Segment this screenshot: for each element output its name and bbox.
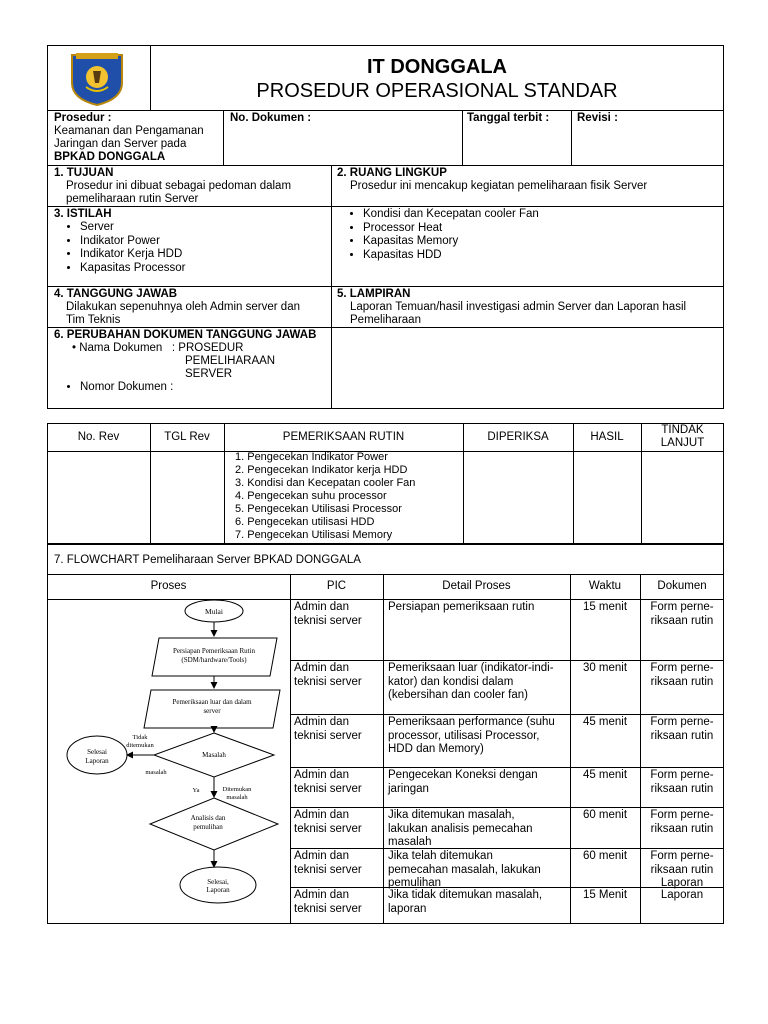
ruang-line-1: Prosedur ini mencakup kegiatan pemeliharaan fisik Server (350, 180, 648, 192)
svg-text:Persiapan Pemeriksaan Rutin: Persiapan Pemeriksaan Rutin (172, 647, 256, 655)
detail-cell: Jika ditemukan masalah, (388, 809, 515, 821)
masalah-decision (154, 733, 274, 777)
document-title: IT DONGGALA (367, 56, 507, 78)
rev-items (235, 451, 463, 542)
tujuan-heading: 1. TUJUAN (54, 167, 114, 179)
dokumen-cell: Form perne- (650, 809, 714, 821)
detail-cell: pemulihan (388, 877, 442, 889)
svg-text:Pemeriksaan luar dan dalam: Pemeriksaan luar dan dalam (172, 698, 252, 706)
waktu-cell: 45 menit (582, 716, 628, 728)
istilah-list (54, 221, 324, 275)
list-item: • Indikator Kerja HDD (80, 248, 324, 262)
start-terminal (185, 600, 243, 622)
rev-header-tindak-1: TINDAK (661, 424, 704, 436)
tujuan-line-1: Prosedur ini dibuat sebagai pedoman dalam (66, 180, 292, 192)
list-item: 1. Pengecekan Indikator Power (235, 451, 388, 463)
svg-text:Analisis dan: Analisis dan (190, 814, 226, 822)
persiapan-process (152, 638, 277, 676)
pic-cell: Admin dan (294, 662, 349, 674)
rev-header-tindak-2: LANJUT (660, 437, 705, 449)
fc-header-waktu: Waktu (588, 580, 622, 592)
pemeriksaan-process (144, 690, 280, 728)
detail-cell: Jika tidak ditemukan masalah, (388, 889, 543, 901)
svg-text:Tidak: Tidak (132, 734, 148, 741)
detail-cell: HDD dan Memory) (388, 743, 484, 755)
rev-header-diperiksa: DIPERIKSA (487, 431, 549, 443)
detail-cell: jaringan (388, 782, 429, 795)
prosedur-org: BPKAD DONGGALA (54, 151, 166, 163)
svg-text:Ditemukan: Ditemukan (222, 786, 252, 793)
ruang-heading: 2. RUANG LINGKUP (337, 167, 447, 179)
dokumen-cell: Laporan (660, 877, 704, 889)
document-subtitle: PROSEDUR OPERASIONAL STANDAR (256, 80, 618, 102)
regional-emblem-icon (66, 49, 128, 107)
tanggal-label: Tanggal terbit : (467, 112, 550, 124)
lampiran-line-2: Pemeliharaan (350, 314, 421, 326)
detail-cell: masalah (388, 836, 432, 848)
pic-cell: Admin dan (294, 850, 349, 862)
list-item: • Server (80, 221, 324, 235)
svg-text:masalah: masalah (145, 769, 167, 776)
tanggung-line-1: Dilakukan sepenuhnya oleh Admin server dan (66, 301, 300, 313)
perubahan-heading: 6. PERUBAHAN DOKUMEN TANGGUNG JAWAB (54, 329, 317, 341)
pic-cell: Admin dan (294, 809, 349, 821)
svg-text:Selesai: Selesai (87, 748, 107, 756)
nomor-dokumen: • Nomor Dokumen : (54, 381, 173, 395)
pic-cell: teknisi server (294, 863, 362, 876)
waktu-cell: 15 Menit (582, 889, 628, 901)
tanggung-heading: 4. TANGGUNG JAWAB (54, 288, 178, 300)
svg-text:Selesai,: Selesai, (207, 878, 229, 886)
pic-cell: teknisi server (294, 729, 362, 742)
list-item: 2. Pengecekan Indikator kerja HDD (235, 464, 408, 476)
prosedur-value-2: Jaringan dan Server pada (54, 138, 187, 150)
svg-text:server: server (203, 707, 221, 715)
fc-header-dokumen: Dokumen (657, 580, 707, 592)
revisi-label: Revisi : (577, 112, 618, 124)
rev-header-no: No. Rev (77, 431, 120, 443)
prosedur-label: Prosedur : (54, 112, 112, 124)
svg-text:ditemukan: ditemukan (126, 742, 154, 749)
waktu-cell: 60 menit (582, 850, 628, 862)
detail-cell: kator) dan kondisi dalam (388, 675, 514, 688)
waktu-cell: 60 menit (582, 809, 628, 821)
istilah-heading: 3. ISTILAH (54, 208, 112, 220)
detail-cell: (kebersihan dan cooler fan) (388, 689, 528, 701)
nama-dokumen-line-3: SERVER (185, 368, 233, 380)
pic-cell: teknisi server (294, 902, 362, 915)
dokumen-cell: Form perne- (650, 662, 714, 674)
list-item: 7. Pengecekan Utilisasi Memory (235, 529, 393, 541)
nama-dokumen-label: • Nama Dokumen : PROSEDUR (72, 342, 244, 354)
detail-cell: pemecahan masalah, lakukan (388, 863, 541, 876)
pic-cell: Admin dan (294, 716, 349, 728)
waktu-cell: 45 menit (582, 769, 628, 781)
svg-text:Masalah: Masalah (202, 751, 226, 759)
dokumen-cell: riksaan rutin (650, 675, 714, 688)
dokumen-label: No. Dokumen : (230, 112, 312, 124)
pic-cell: Admin dan (294, 889, 349, 901)
lampiran-heading: 5. LAMPIRAN (337, 288, 411, 300)
istilah-right-list (337, 208, 717, 262)
nama-dokumen-line-2: PEMELIHARAAN (185, 355, 276, 367)
dokumen-cell: Form perne- (650, 850, 714, 862)
dokumen-cell: riksaan rutin (650, 614, 714, 627)
list-item: 6. Pengecekan utilisasi HDD (235, 516, 375, 528)
svg-text:pemulihan: pemulihan (193, 823, 223, 831)
lampiran-line-1: Laporan Temuan/hasil investigasi admin Server dan Laporan hasil (350, 301, 687, 313)
svg-text:Ya: Ya (192, 787, 200, 794)
flowchart-diagram (48, 600, 290, 922)
svg-text:Laporan: Laporan (85, 757, 109, 765)
fc-header-pic: PIC (326, 580, 347, 592)
list-item: • Kapasitas Processor (80, 262, 324, 276)
selesai-laporan-terminal (67, 736, 127, 774)
detail-cell: Pemeriksaan luar (indikator-indi- (388, 662, 554, 674)
prosedur-value-1: Keamanan dan Pengamanan (54, 125, 204, 137)
selesai-terminal (180, 867, 256, 903)
list-item: • Kapasitas Memory (363, 235, 717, 249)
tanggung-line-2: Tim Teknis (66, 314, 121, 326)
dokumen-cell: riksaan rutin (650, 822, 714, 835)
tujuan-line-2: pemeliharaan rutin Server (66, 193, 199, 205)
detail-cell: laporan (388, 902, 427, 915)
waktu-cell: 30 menit (582, 662, 628, 674)
list-item: 5. Pengecekan Utilisasi Processor (235, 503, 402, 515)
detail-cell: lakukan analisis pemecahan (388, 822, 533, 835)
list-item: • Kondisi dan Kecepatan cooler Fan (363, 208, 717, 222)
detail-cell: Pemeriksaan performance (suhu (388, 716, 555, 728)
detail-cell: Persiapan pemeriksaan rutin (388, 601, 535, 613)
rev-header-pemeriksaan: PEMERIKSAAN RUTIN (282, 431, 405, 443)
dokumen-cell: Form perne- (650, 716, 714, 728)
svg-text:Mulai: Mulai (205, 607, 223, 616)
fc-header-proses: Proses (150, 580, 187, 592)
detail-cell: Pengecekan Koneksi dengan (388, 769, 538, 781)
list-item: • Kapasitas HDD (363, 249, 717, 263)
pic-cell: teknisi server (294, 782, 362, 795)
list-item: • Indikator Power (80, 235, 324, 249)
svg-text:masalah: masalah (226, 794, 248, 801)
dokumen-cell: riksaan rutin (650, 863, 714, 876)
pic-cell: Admin dan (294, 601, 349, 613)
list-item: 3. Kondisi dan Kecepatan cooler Fan (235, 477, 416, 489)
dokumen-cell: Form perne- (650, 601, 714, 613)
analisis-decision (150, 798, 278, 850)
detail-cell: Jika telah ditemukan (388, 850, 493, 862)
pic-cell: Admin dan (294, 769, 349, 781)
dokumen-cell: riksaan rutin (650, 782, 714, 795)
svg-text:Laporan: Laporan (206, 886, 230, 894)
svg-text:(SDM/hardware/Tools): (SDM/hardware/Tools) (181, 656, 247, 664)
dokumen-cell: Form perne- (650, 769, 714, 781)
list-item: • Processor Heat (363, 222, 717, 236)
pic-cell: teknisi server (294, 822, 362, 835)
fc-header-detail: Detail Proses (442, 580, 511, 592)
rev-header-tgl: TGL Rev (164, 431, 210, 443)
waktu-cell: 15 menit (582, 601, 628, 613)
pic-cell: teknisi server (294, 675, 362, 688)
dokumen-cell: Laporan (660, 889, 704, 901)
pic-cell: teknisi server (294, 614, 362, 627)
flowchart-title: 7. FLOWCHART Pemeliharaan Server BPKAD DONGGALA (54, 554, 361, 566)
detail-cell: processor, utilisasi Processor, (388, 729, 540, 742)
dokumen-cell: riksaan rutin (650, 729, 714, 742)
list-item: 4. Pengecekan suhu processor (235, 490, 387, 502)
rev-header-hasil: HASIL (590, 431, 624, 443)
